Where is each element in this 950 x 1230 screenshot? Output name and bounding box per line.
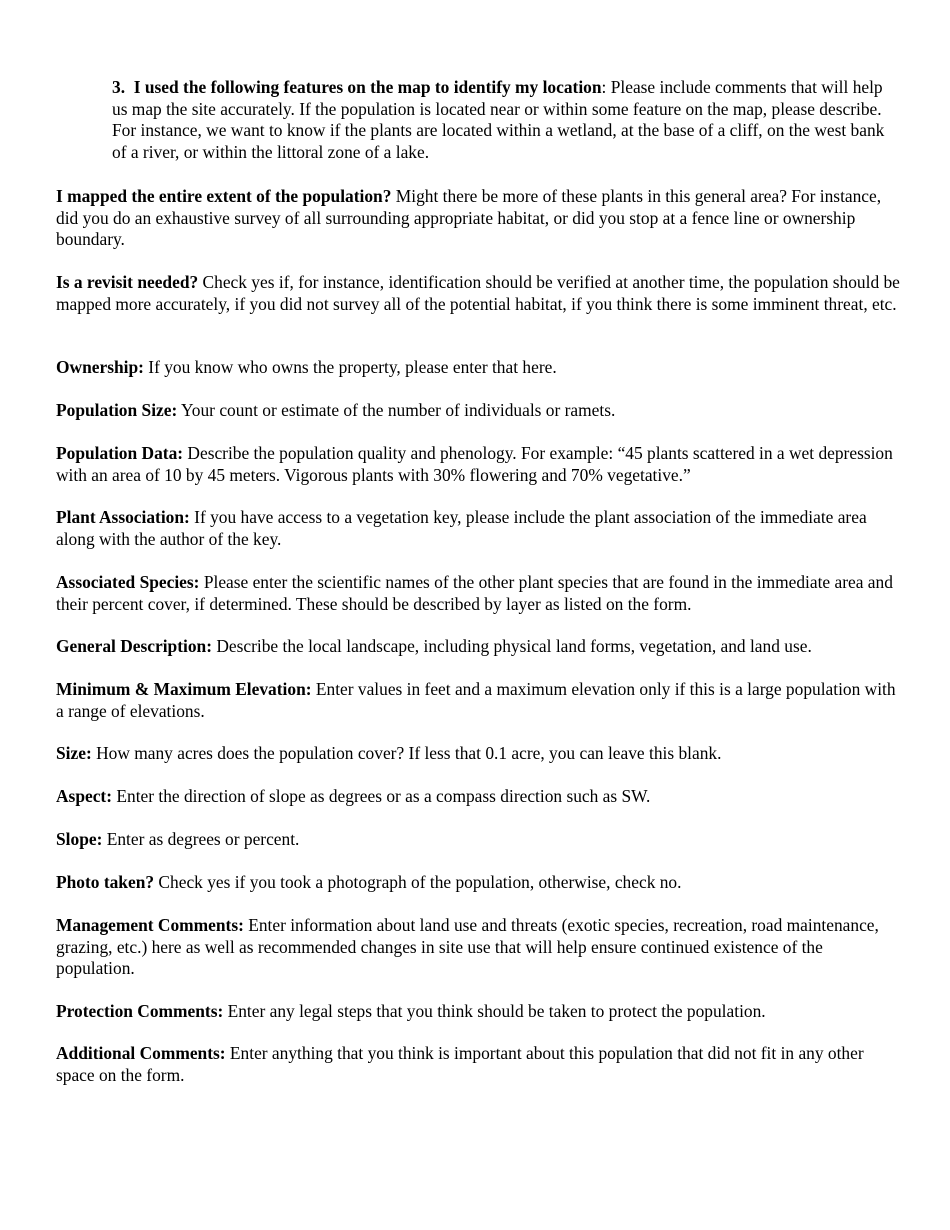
entry-general-description [56, 636, 901, 658]
entry-text: Check yes if you took a photograph of the population, otherwise, check no. [154, 872, 682, 892]
entry-text: Describe the population quality and phenology. For example: “45 plants scattered in a wet depression with an area of 10 by 45 meters. Vigorous plants with 30% flowering and 70% vegetative.” [56, 443, 893, 485]
entry-management-comments [56, 915, 901, 980]
entry-text: Enter information about land use and threats (exotic species, recreation, road maintenance, grazing, etc.) here as well as recommended changes in site use that will help ensure continued existence of the population. [56, 915, 879, 978]
entry-text: Enter anything that you think is important about this population that did not fit in any other space on the form. [56, 1043, 864, 1085]
entry-aspect [56, 786, 901, 808]
entry-term: Minimum & Maximum Elevation: [56, 679, 312, 699]
entry-term: Associated Species: [56, 572, 200, 592]
entry-term: Population Data: [56, 443, 184, 463]
entry-text: Your count or estimate of the number of individuals or ramets. [177, 400, 616, 420]
entry-term: Size: [56, 743, 92, 763]
entry-associated-species [56, 572, 901, 615]
entry-slope [56, 829, 901, 851]
entry-term: Aspect: [56, 786, 113, 806]
entry-revisit-needed [56, 272, 901, 315]
entry-text: Enter values in feet and a maximum elevation only if this is a large population with a range of elevations. [56, 679, 896, 721]
entry-text: Enter as degrees or percent. [102, 829, 300, 849]
entry-additional-comments [56, 1043, 901, 1086]
intro-separator: : [601, 77, 607, 97]
entry-term: Management Comments: [56, 915, 244, 935]
entry-term: Is a revisit needed? [56, 272, 199, 292]
entry-term: Protection Comments: [56, 1001, 224, 1021]
entry-text: Describe the local landscape, including physical land forms, vegetation, and land use. [212, 636, 812, 656]
entry-text: Enter any legal steps that you think should be taken to protect the population. [223, 1001, 766, 1021]
intro-paragraph [112, 77, 902, 163]
entry-text: Enter the direction of slope as degrees or as a compass direction such as SW. [112, 786, 651, 806]
intro-number: 3. [112, 77, 126, 97]
entry-size [56, 743, 901, 765]
entry-protection-comments [56, 1001, 901, 1023]
entry-term: I mapped the entire extent of the population? [56, 186, 392, 206]
entry-population-data [56, 443, 901, 486]
entry-population-size [56, 400, 901, 422]
entry-term: General Description: [56, 636, 212, 656]
entry-text: How many acres does the population cover? If less that 0.1 acre, you can leave this blank. [91, 743, 722, 763]
entry-ownership [56, 357, 901, 379]
entry-elevation [56, 679, 901, 722]
intro-text: Please include comments that will help us map the site accurately. If the population is located near or within some feature on the map, please describe. For instance, we want to know if the plants are located within a wetland, at the base of a cliff, on the west bank of a river, or within the littoral zone of a lake. [112, 77, 885, 162]
entry-photo-taken [56, 872, 901, 894]
entry-term: Slope: [56, 829, 103, 849]
entry-text: If you know who owns the property, please enter that here. [143, 357, 557, 377]
entry-plant-association [56, 507, 901, 550]
entry-text: Might there be more of these plants in this general area? For instance, did you do an exhaustive survey of all surrounding appropriate habitat, or did you stop at a fence line or ownership boundary. [56, 186, 882, 249]
entry-term: Photo taken? [56, 872, 155, 892]
entry-mapped-extent [56, 186, 901, 251]
entry-text: If you have access to a vegetation key, please include the plant association of the immediate area along with the author of the key. [56, 507, 867, 549]
entry-term: Ownership: [56, 357, 144, 377]
entry-text: Please enter the scientific names of the other plant species that are found in the immediate area and their percent cover, if determined. These should be described by layer as listed on the form. [56, 572, 893, 614]
entry-term: Additional Comments: [56, 1043, 226, 1063]
entry-term: Plant Association: [56, 507, 190, 527]
entry-term: Population Size: [56, 400, 178, 420]
entry-text: Check yes if, for instance, identification should be verified at another time, the population should be mapped more accurately, if you did not survey all of the potential habitat, if you think there is some imminent threat, etc. [56, 272, 900, 314]
intro-term: I used the following features on the map to identify my location [133, 77, 602, 97]
